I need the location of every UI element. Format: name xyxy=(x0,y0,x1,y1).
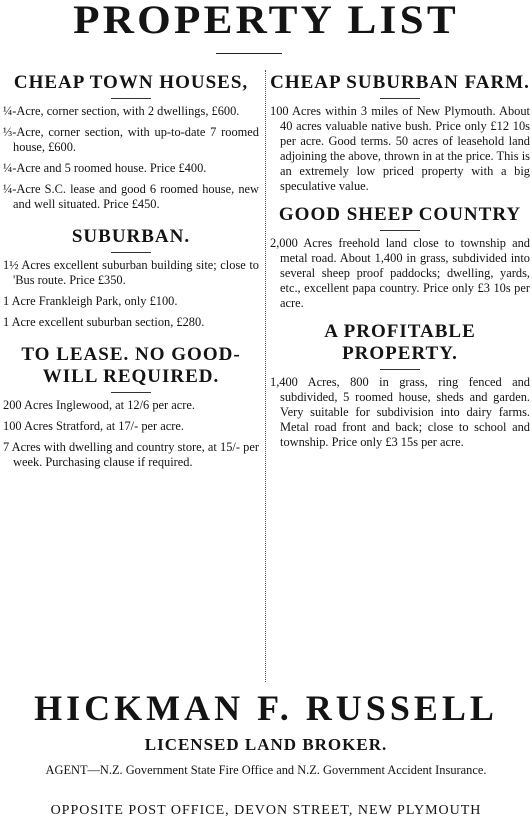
office-address: OPPOSITE POST OFFICE, DEVON STREET, NEW PLYMOUTH xyxy=(50,803,482,818)
listing-item: 1 Acre excellent suburban section, £280. xyxy=(3,315,205,329)
title-divider xyxy=(216,53,282,54)
listing-item: 100 Acres within 3 miles of New Plymouth. About 40 acres valuable native bush. Price only £12 10s per acre. Good terms. 50 acres of leasehold land adjoining the above, thrown in at the price. This is an extremely low priced property with a big speculative value. xyxy=(270,104,530,193)
heading-rule xyxy=(380,98,420,99)
listing-item: 7 Acres with dwelling and country store, at 15/- per week. Purchasing clause if required. xyxy=(3,440,259,469)
section-heading: GOOD SHEEP COUNTRY xyxy=(278,204,522,225)
section-heading: CHEAP SUBURBAN FARM. xyxy=(270,72,530,93)
right-column xyxy=(270,72,530,460)
section-good-sheep-country xyxy=(270,204,530,311)
listing-item: ⅓-Acre, corner section, with up-to-date 7 roomed house, £600. xyxy=(3,125,259,154)
broker-name: HICKMAN F. RUSSELL xyxy=(34,688,498,728)
listing-item: 2,000 Acres freehold land close to township and metal road. About 1,400 in grass, subdivided into several sheep proof paddocks; dwelling, yards, etc., excellent papa country. Price only £3 10s per acre. xyxy=(270,236,530,310)
section-cheap-suburban-farm xyxy=(270,72,530,194)
broker-title: LICENSED LAND BROKER. xyxy=(144,735,388,754)
heading-rule xyxy=(111,252,151,253)
section-heading: SUBURBAN. xyxy=(71,226,191,247)
listing-item: 200 Acres Inglewood, at 12/6 per acre. xyxy=(3,398,195,412)
section-profitable-property xyxy=(270,321,530,450)
agent-line: AGENT—N.Z. Government State Fire Office and N.Z. Government Accident Insurance. xyxy=(45,763,487,777)
section-heading: TO LEASE. NO GOOD-WILL REQUIRED. xyxy=(21,344,241,387)
listing-item: 1½ Acres excellent suburban building site; close to 'Bus route. Price £350. xyxy=(3,258,259,287)
heading-rule xyxy=(380,369,420,370)
listing-item: ¼-Acre, corner section, with 2 dwellings, £600. xyxy=(3,104,240,118)
heading-rule xyxy=(111,98,151,99)
section-heading: CHEAP TOWN HOUSES, xyxy=(13,72,249,93)
page-title: PROPERTY LIST xyxy=(73,0,459,42)
section-suburban xyxy=(3,226,259,330)
column-divider xyxy=(265,70,266,682)
listing-item: ¼-Acre and 5 roomed house. Price £400. xyxy=(3,161,207,175)
section-cheap-town-houses xyxy=(3,72,259,212)
listing-item: 1,400 Acres, 800 in grass, ring fenced and subdivided, 5 roomed house, sheds and garden. Very suitable for subdivision into dairy farms. Metal road front and back; close to school and township. Price only £3 15s per acre. xyxy=(270,375,530,449)
heading-rule xyxy=(111,392,151,393)
left-column xyxy=(3,72,259,480)
heading-rule xyxy=(380,230,420,231)
listing-item: 1 Acre Frankleigh Park, only £100. xyxy=(3,294,178,308)
listing-item: 100 Acres Stratford, at 17/- per acre. xyxy=(3,419,184,433)
listing-item: ¼-Acre S.C. lease and good 6 roomed house, new and well situated. Price £450. xyxy=(3,182,259,211)
section-heading: A PROFITABLE PROPERTY. xyxy=(324,321,476,364)
section-to-lease xyxy=(3,344,259,470)
